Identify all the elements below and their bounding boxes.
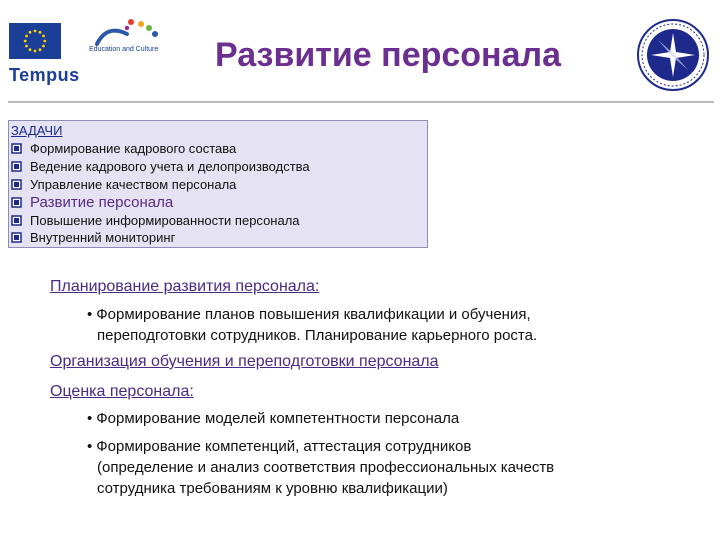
task-label: Развитие персонала	[30, 194, 174, 211]
bullet-text: Формирование моделей компетентности персонала	[96, 410, 460, 427]
task-item	[11, 159, 310, 174]
checkbox-bullet-icon	[11, 160, 22, 171]
task-label: Повышение информированности персонала	[30, 213, 300, 228]
task-label: Управление качеством персонала	[30, 177, 237, 192]
checkbox-bullet-icon	[11, 142, 22, 153]
bullet-text: (определение и анализ соответствия профессиональных качеств	[97, 459, 555, 476]
education-culture-label: Education and Culture	[89, 46, 159, 53]
bullet-text: переподготовки сотрудников. Планирование карьерного роста.	[97, 327, 538, 344]
bullet-text: Формирование компетенций, аттестация сотрудников	[96, 438, 472, 455]
checkbox-bullet-icon	[11, 231, 22, 242]
task-label: Внутренний мониторинг	[30, 230, 176, 245]
section-heading: Организация обучения и переподготовки персонала	[50, 353, 439, 370]
section-heading: Оценка персонала:	[50, 383, 194, 400]
checkbox-bullet-icon	[11, 178, 22, 189]
task-item	[11, 141, 236, 156]
bullet-item	[87, 408, 459, 429]
task-label: Ведение кадрового учета и делопроизводства	[30, 159, 310, 174]
task-item-highlighted	[11, 194, 173, 211]
header-separator	[8, 101, 714, 103]
header-logos	[5, 8, 195, 92]
checkbox-bullet-icon	[11, 195, 22, 206]
task-item	[11, 177, 236, 192]
task-item	[11, 213, 300, 228]
page-title: Развитие персонала	[215, 36, 562, 74]
education-culture-logo-icon	[87, 16, 187, 62]
tempus-label: Tempus	[9, 65, 80, 85]
task-label: Формирование кадрового состава	[30, 141, 237, 156]
checkbox-bullet-icon	[11, 214, 22, 225]
bullet-item	[87, 304, 537, 346]
bullet-item	[87, 436, 554, 499]
bullet-dot: •	[87, 410, 93, 427]
tasks-box	[8, 120, 428, 248]
section-heading: Планирование развития персонала:	[50, 278, 320, 295]
bullet-dot: •	[87, 306, 93, 323]
task-item	[11, 230, 175, 245]
tasks-heading: ЗАДАЧИ	[11, 123, 63, 138]
bullet-text: сотрудника требованиям к уровню квалификации)	[97, 480, 448, 497]
bullet-dot: •	[87, 438, 93, 455]
bullet-text: Формирование планов повышения квалификации и обучения,	[96, 306, 531, 323]
university-emblem-icon	[636, 18, 710, 92]
eu-flag-icon	[9, 23, 61, 59]
